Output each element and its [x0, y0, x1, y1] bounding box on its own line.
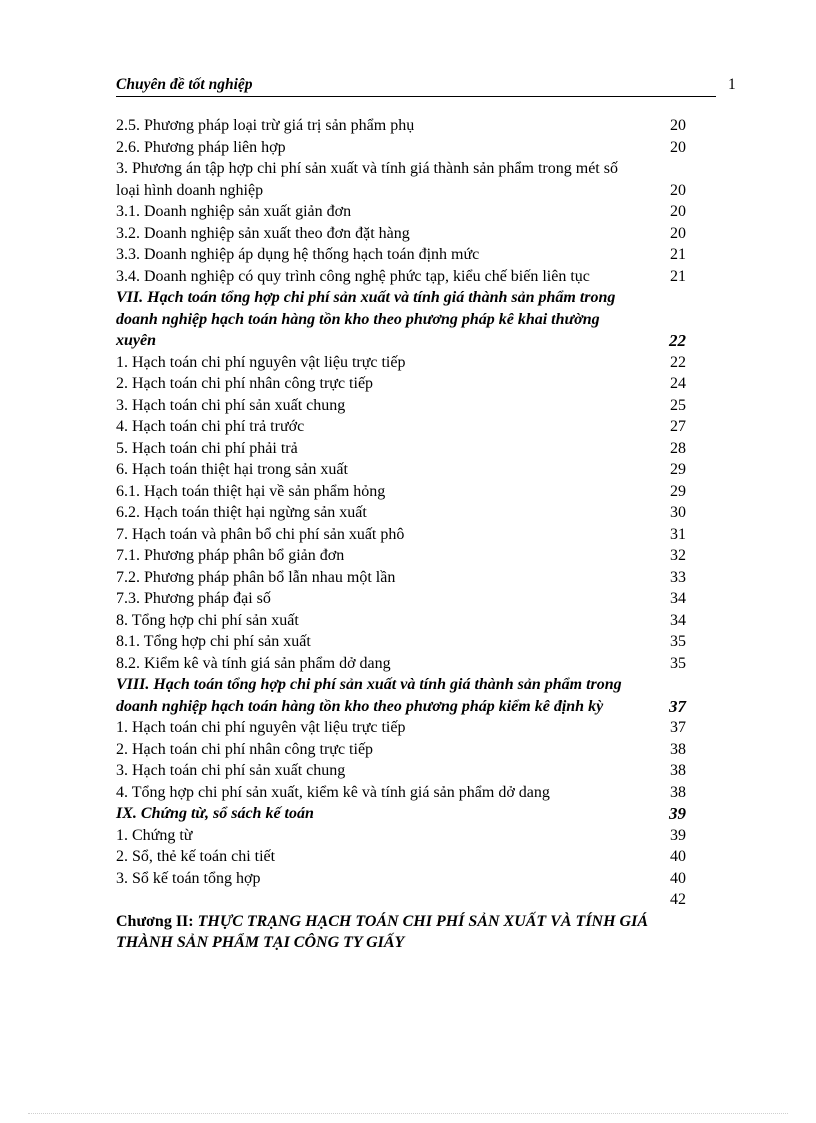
toc-entry-page: 22: [670, 353, 686, 371]
toc-entry-title: 7.3. Phương pháp đại số: [116, 590, 271, 607]
toc-entry-title: 3.1. Doanh nghiệp sản xuất giản đơn: [116, 203, 352, 220]
toc-entry-title: 3.2. Doanh nghiệp sản xuất theo đơn đặt hàng: [116, 224, 410, 242]
chapter-name: THỰC TRẠNG HẠCH TOÁN CHI PHÍ SẢN XUẤT VÀ TÍNH GIÁ THÀNH SẢN PHẨM TẠI CÔNG TY GIẤY: [116, 912, 648, 951]
toc-entry: [116, 115, 696, 137]
toc-entry: [116, 395, 696, 417]
toc-entry: [116, 373, 696, 395]
toc-entry: [116, 631, 696, 653]
toc-entry: [116, 502, 696, 524]
toc-entry: [116, 846, 696, 868]
footer-divider: [28, 1113, 788, 1114]
toc-entry-title: 6. Hạch toán thiệt hại trong sản xuất: [116, 461, 348, 478]
toc-entry: [116, 137, 696, 159]
toc-entry-page: 31: [670, 525, 686, 543]
toc-entry-title: 2. Hạch toán chi phí nhân công trực tiếp: [116, 375, 374, 392]
toc-entry-page: 32: [670, 547, 686, 564]
toc-entry-page: 35: [670, 633, 686, 650]
toc-entry-page: 22: [669, 331, 686, 350]
toc-entry-title: 4. Tổng hợp chi phí sản xuất, kiểm kê và tính giá sản phẩm dở dang: [116, 783, 550, 801]
toc-entry-page: 24: [670, 375, 686, 392]
toc-entry-title: 3. Hạch toán chi phí sản xuất chung: [116, 762, 346, 779]
toc-entry: [116, 739, 696, 761]
toc-entry-page: 20: [670, 138, 686, 156]
chapter-heading: [116, 889, 696, 954]
toc-entry: [116, 223, 696, 245]
toc-entry-page: 30: [670, 504, 686, 521]
toc-entry-page: 34: [670, 611, 686, 629]
toc-entry: [116, 545, 696, 567]
chapter-page: 42: [670, 891, 686, 908]
toc-entry-title: VIII. Hạch toán tổng hợp chi phí sản xuất và tính giá thành sản phẩm trong doanh nghiệp hạch toán hàng tồn kho theo phương pháp kiểm kê định kỳ: [116, 676, 622, 715]
toc-entry-page: 25: [670, 396, 686, 414]
toc-entry-page: 20: [670, 181, 686, 199]
toc-entry-title: 3.3. Doanh nghiệp áp dụng hệ thống hạch toán định mức: [116, 246, 480, 263]
toc-entry-title: 7.1. Phương pháp phân bổ giản đơn: [116, 547, 345, 564]
toc-entry-page: 20: [670, 224, 686, 242]
toc-entry-page: 33: [670, 568, 686, 586]
toc-entry-page: 21: [670, 267, 686, 285]
toc-entry-page: 20: [670, 117, 686, 134]
chapter-label: Chương II:: [116, 912, 198, 930]
toc-entry-title: 1. Chứng từ: [116, 826, 193, 844]
toc-entry: [116, 481, 696, 503]
toc-entry: [116, 287, 696, 352]
table-of-contents: [116, 115, 696, 954]
toc-entry: [116, 653, 696, 675]
toc-entry: [116, 352, 696, 374]
toc-entry: [116, 610, 696, 632]
toc-entry: [116, 588, 696, 610]
toc-entry-page: 38: [670, 740, 686, 758]
toc-entry-page: 39: [669, 804, 686, 823]
toc-entry-title: 3. Sổ kế toán tổng hợp: [116, 869, 261, 887]
toc-entry: [116, 459, 696, 481]
toc-entry: [116, 760, 696, 782]
toc-entry: [116, 416, 696, 438]
toc-entry-page: 35: [670, 654, 686, 672]
toc-entry: [116, 782, 696, 804]
toc-entry: [116, 803, 696, 825]
toc-entry-title: 6.2. Hạch toán thiệt hại ngừng sản xuất: [116, 504, 367, 521]
toc-entry-title: 7.2. Phương pháp phân bổ lẫn nhau một lần: [116, 568, 396, 586]
toc-entry-title: 2. Sổ, thẻ kế toán chi tiết: [116, 848, 276, 865]
toc-entry-title: 1. Hạch toán chi phí nguyên vật liệu trực tiếp: [116, 353, 406, 371]
toc-entry-title: 8.2. Kiểm kê và tính giá sản phẩm dở dang: [116, 654, 391, 672]
toc-entry-page: 27: [670, 418, 686, 435]
page-header: [116, 74, 716, 97]
toc-entry: [116, 868, 696, 890]
toc-entry: [116, 825, 696, 847]
toc-entry-page: 28: [670, 439, 686, 457]
toc-entry-title: 3. Hạch toán chi phí sản xuất chung: [116, 396, 346, 414]
toc-entry-page: 37: [670, 719, 686, 736]
toc-entry-title: 8. Tổng hợp chi phí sản xuất: [116, 611, 299, 629]
toc-entry-page: 29: [670, 461, 686, 478]
toc-entry: [116, 201, 696, 223]
toc-entry-page: 40: [670, 869, 686, 887]
toc-entry-page: 21: [670, 246, 686, 263]
chapter-title: [116, 911, 656, 954]
toc-entry-title: 2.5. Phương pháp loại trừ giá trị sản phẩm phụ: [116, 117, 415, 134]
toc-entry: [116, 567, 696, 589]
toc-entry-title: VII. Hạch toán tổng hợp chi phí sản xuất và tính giá thành sản phẩm trong doanh nghiệp hạch toán hàng tồn kho theo phương pháp kê khai thường xuyên: [116, 289, 616, 349]
toc-entry-page: 20: [670, 203, 686, 220]
toc-entry-title: 5. Hạch toán chi phí phải trả: [116, 439, 298, 457]
toc-entry-page: 39: [670, 826, 686, 844]
toc-entry: [116, 717, 696, 739]
toc-entry-page: 38: [670, 783, 686, 801]
toc-entry: [116, 524, 696, 546]
toc-entry: [116, 158, 696, 201]
toc-entry-title: 3.4. Doanh nghiệp có quy trình công nghệ phức tạp, kiểu chế biến liên tục: [116, 267, 590, 285]
toc-entry-page: 34: [670, 590, 686, 607]
toc-entry-page: 40: [670, 848, 686, 865]
page-number: 1: [728, 76, 736, 93]
toc-entry-page: 29: [670, 482, 686, 500]
toc-entry: [116, 266, 696, 288]
toc-entry: [116, 244, 696, 266]
toc-entry-title: 2.6. Phương pháp liên hợp: [116, 138, 286, 156]
toc-entry: [116, 674, 696, 717]
toc-entry-title: 2. Hạch toán chi phí nhân công trực tiếp: [116, 740, 374, 758]
toc-entry-title: 3. Phương án tập hợp chi phí sản xuất và tính giá thành sản phẩm trong mét số loại hình doanh nghiệp: [116, 160, 618, 199]
toc-entry-title: 7. Hạch toán và phân bổ chi phí sản xuất phô: [116, 525, 405, 543]
toc-entry-title: 4. Hạch toán chi phí trả trước: [116, 418, 305, 435]
toc-entry-page: 37: [669, 696, 686, 716]
toc-entry-title: 8.1. Tổng hợp chi phí sản xuất: [116, 633, 311, 650]
document-title: Chuyên đề tốt nghiệp: [116, 76, 253, 93]
toc-entry: [116, 438, 696, 460]
toc-entry-title: 6.1. Hạch toán thiệt hại về sản phẩm hỏng: [116, 482, 386, 500]
toc-entry-page: 38: [670, 762, 686, 779]
toc-entry-title: 1. Hạch toán chi phí nguyên vật liệu trực tiếp: [116, 719, 406, 736]
toc-entry-title: IX. Chứng từ, sổ sách kế toán: [116, 805, 314, 822]
